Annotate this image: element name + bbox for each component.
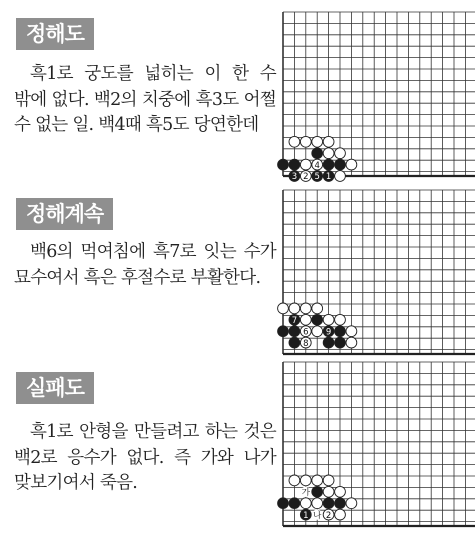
white-stone bbox=[312, 475, 323, 486]
stone-label: 2 bbox=[303, 172, 309, 183]
black-stone bbox=[335, 159, 346, 170]
stone-label: 3 bbox=[291, 172, 298, 183]
stone-label: 2 bbox=[325, 510, 332, 521]
white-stone bbox=[323, 148, 334, 159]
white-stone bbox=[323, 475, 334, 486]
stone-label: 1 bbox=[325, 172, 332, 183]
white-stone bbox=[300, 136, 311, 147]
black-stone bbox=[312, 148, 323, 159]
black-stone bbox=[312, 314, 323, 325]
diagram-panel-3 bbox=[0, 360, 475, 542]
white-stone bbox=[312, 136, 323, 147]
black-stone bbox=[323, 498, 334, 509]
black-stone bbox=[335, 498, 346, 509]
white-stone bbox=[312, 159, 323, 171]
white-stone bbox=[289, 136, 300, 147]
black-stone bbox=[312, 171, 323, 183]
white-stone bbox=[323, 509, 334, 521]
white-stone bbox=[300, 326, 311, 338]
white-stone bbox=[300, 303, 311, 314]
white-stone bbox=[346, 326, 357, 337]
black-stone bbox=[278, 498, 289, 509]
white-stone bbox=[300, 159, 311, 170]
panel-title: 정해계속 bbox=[16, 198, 113, 230]
white-stone bbox=[289, 475, 300, 486]
black-stone bbox=[335, 326, 346, 337]
go-board bbox=[0, 0, 475, 188]
diagram-panel-2 bbox=[0, 188, 475, 360]
black-stone bbox=[289, 314, 300, 326]
black-stone bbox=[323, 171, 334, 183]
white-stone bbox=[335, 148, 346, 159]
white-stone bbox=[300, 475, 311, 486]
go-board bbox=[0, 360, 475, 542]
white-stone bbox=[323, 486, 334, 497]
black-stone bbox=[312, 486, 323, 497]
black-stone bbox=[323, 337, 334, 348]
white-stone bbox=[289, 303, 300, 314]
black-stone bbox=[289, 326, 300, 337]
stone-label: 가 bbox=[301, 488, 310, 498]
panel-text: 흑1로 궁도를 넓히는 이 한 수 밖에 없다. 백2의 치중에 흑3도 어쩔 수 없는 일. 백4때 흑5도 당연한데 bbox=[14, 64, 276, 135]
black-stone bbox=[300, 509, 311, 521]
stone-label: 6 bbox=[303, 327, 309, 338]
white-stone bbox=[346, 337, 357, 348]
point-marker bbox=[312, 509, 322, 520]
stone-label: 9 bbox=[325, 327, 332, 338]
white-stone bbox=[323, 314, 334, 325]
black-stone bbox=[278, 326, 289, 337]
white-stone bbox=[312, 326, 323, 337]
point-marker bbox=[301, 487, 311, 498]
black-stone bbox=[335, 337, 346, 348]
stone-label: 4 bbox=[314, 160, 320, 171]
white-stone bbox=[278, 303, 289, 314]
white-stone bbox=[300, 171, 311, 183]
stone-label: 8 bbox=[303, 338, 309, 349]
panel-title: 실패도 bbox=[16, 372, 94, 404]
white-stone bbox=[323, 136, 334, 147]
stone-label: 7 bbox=[291, 316, 298, 326]
white-stone bbox=[300, 314, 311, 325]
white-stone bbox=[312, 303, 323, 314]
white-stone bbox=[300, 337, 311, 349]
panel-text: 백6의 먹여침에 흑7로 잇는 수가 묘수여서 흑은 후절수로 부활한다. bbox=[14, 242, 276, 288]
black-stone bbox=[289, 337, 300, 348]
go-board bbox=[0, 188, 475, 360]
white-stone bbox=[335, 171, 346, 182]
diagram-panel-1 bbox=[0, 0, 475, 188]
black-stone bbox=[289, 498, 300, 509]
black-stone bbox=[289, 159, 300, 170]
black-stone bbox=[323, 326, 334, 338]
white-stone bbox=[300, 498, 311, 509]
white-stone bbox=[346, 498, 357, 509]
panel-text: 흑1로 안형을 만들려고 하는 것은 백2로 응수가 없다. 즉 가와 나가 맞보기여서 죽음. bbox=[14, 422, 276, 493]
stone-label: 1 bbox=[303, 510, 309, 521]
white-stone bbox=[335, 486, 346, 497]
black-stone bbox=[289, 171, 300, 183]
white-stone bbox=[312, 498, 323, 509]
white-stone bbox=[346, 159, 357, 170]
white-stone bbox=[335, 314, 346, 325]
white-stone bbox=[335, 509, 346, 520]
stone-label: 나 bbox=[313, 510, 322, 521]
stone-label: 5 bbox=[314, 172, 320, 183]
black-stone bbox=[278, 159, 289, 170]
panel-title: 정해도 bbox=[16, 18, 94, 50]
black-stone bbox=[323, 159, 334, 170]
